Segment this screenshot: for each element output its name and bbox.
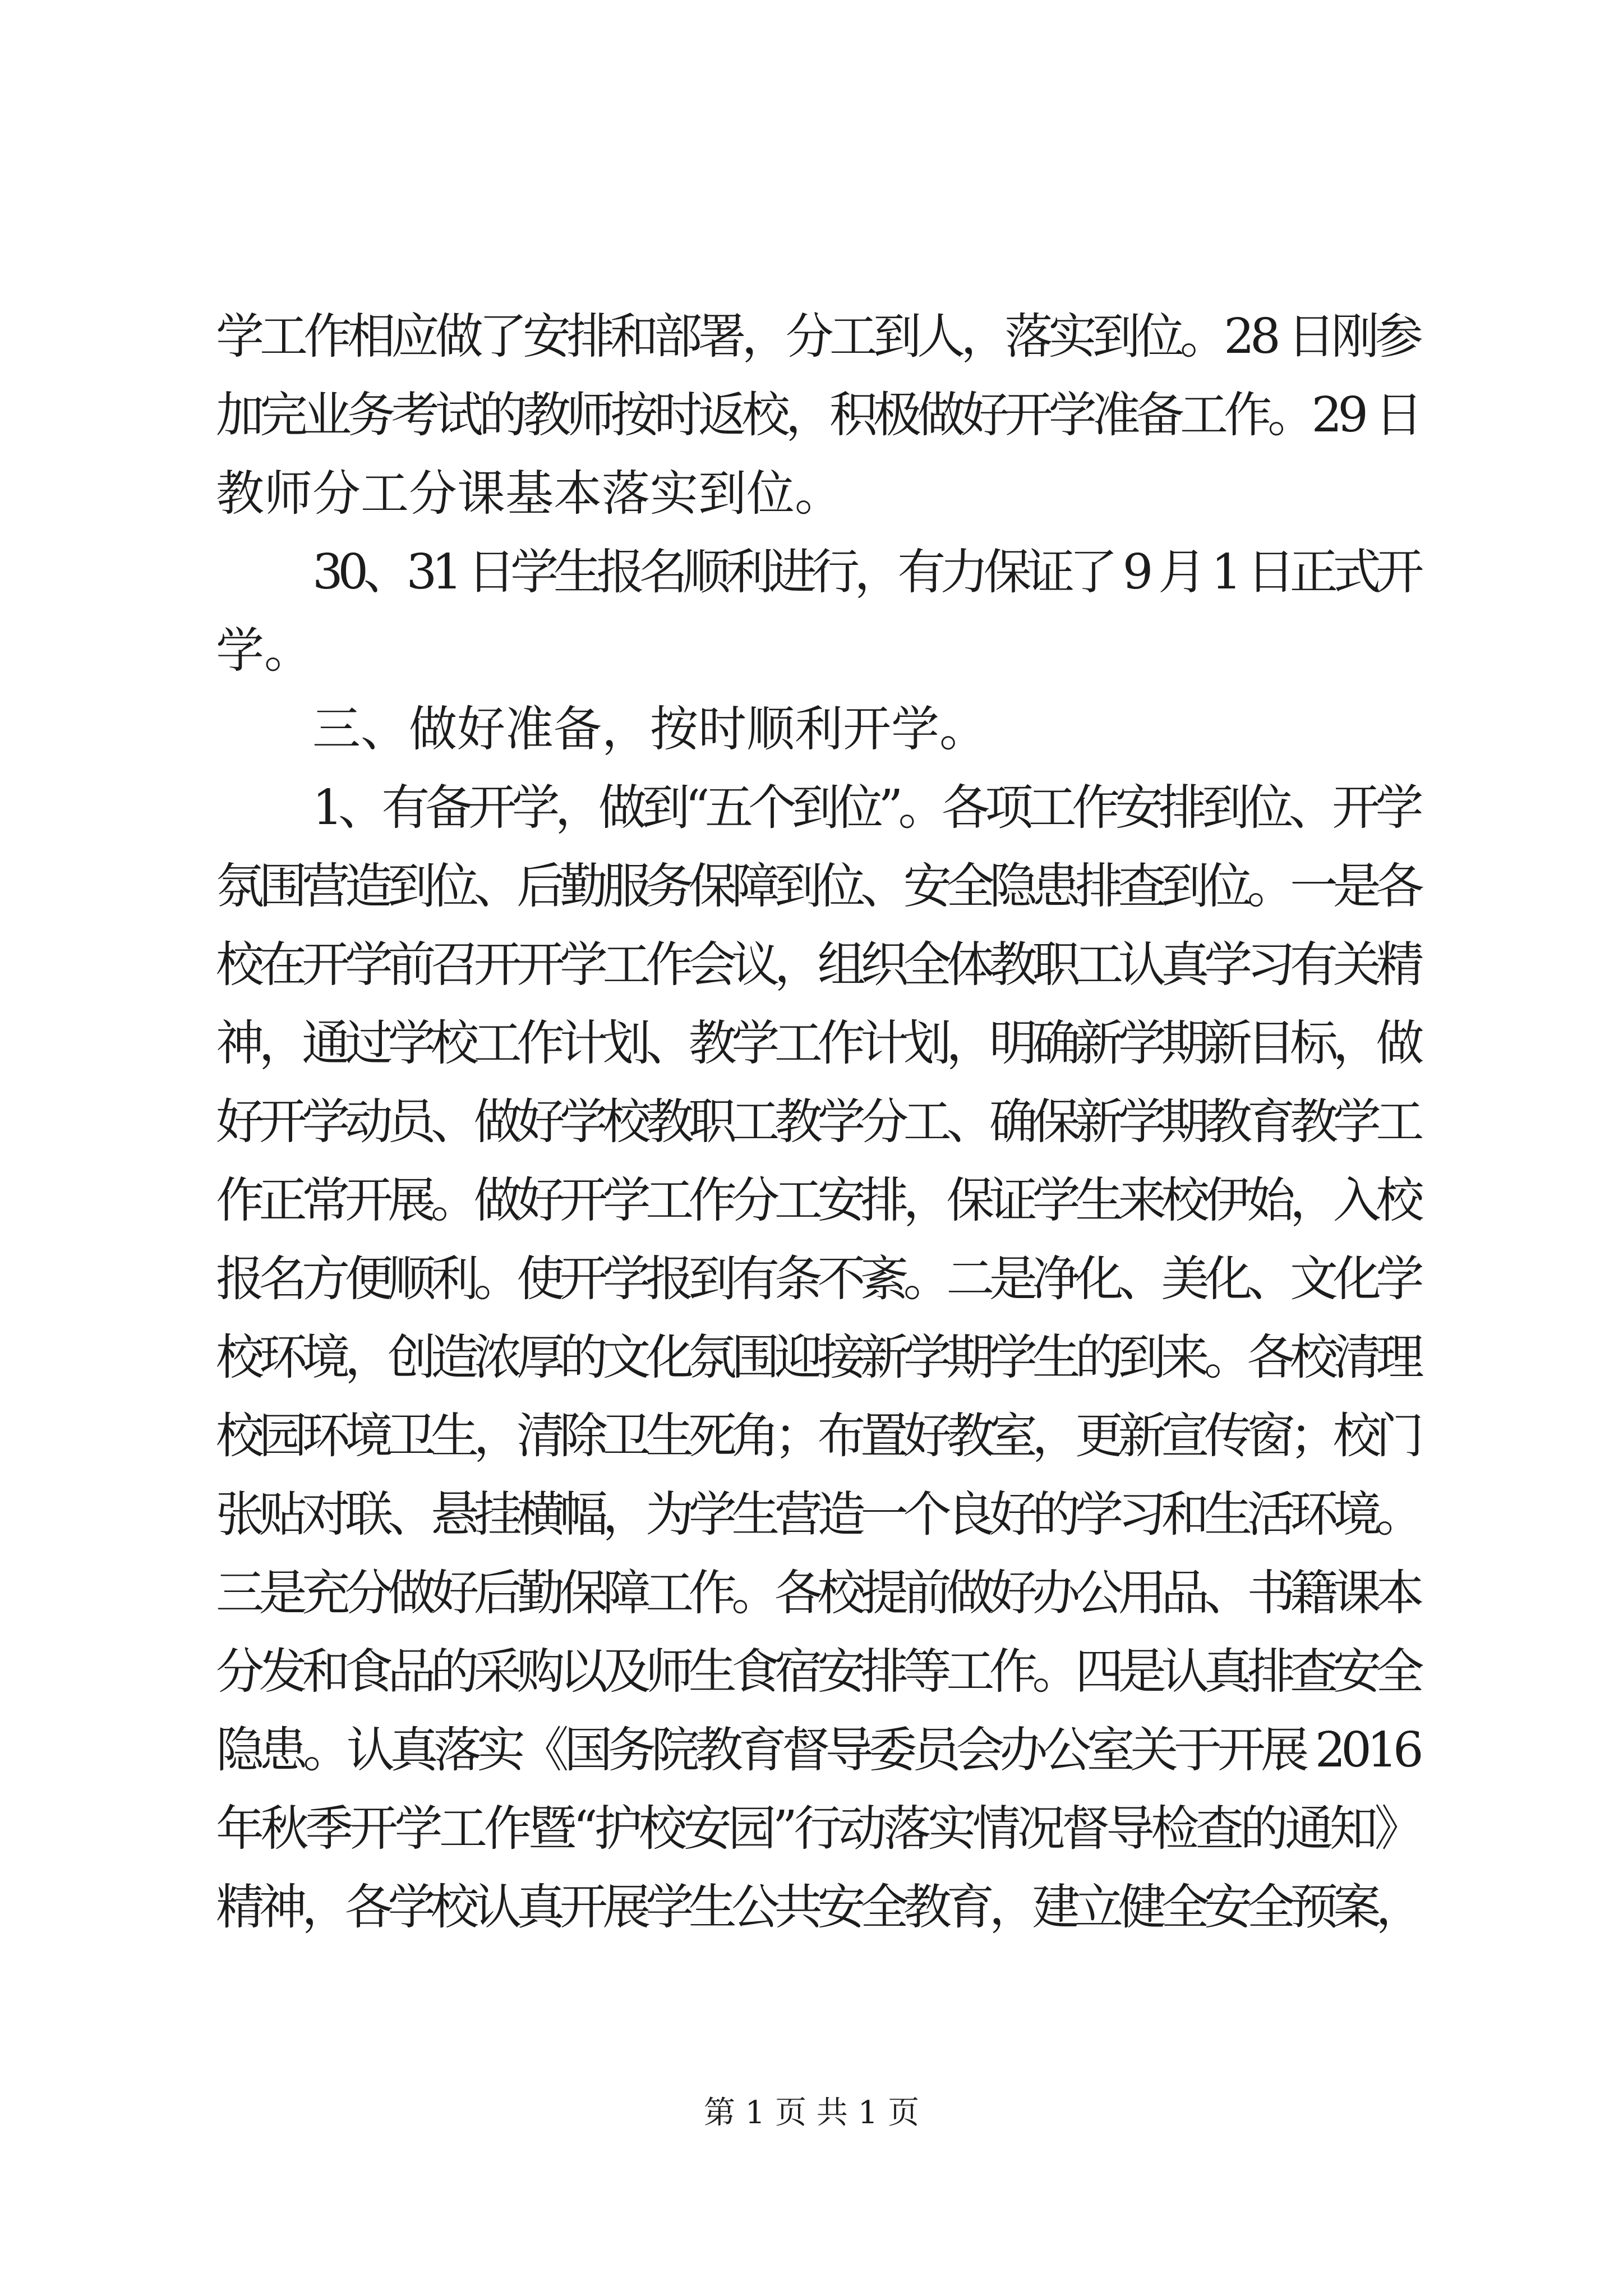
text-line: 隐患。认真落实《国务院教育督导委员会办公室关于开展 2016 (216, 1722, 1419, 1778)
page-footer: 第 1 页 共 1 页 (703, 2095, 920, 2131)
text-line: 精神，各学校认真开展学生公共安全教育，建立健全安全预案， (216, 1879, 1419, 1935)
text-line: 作正常开展。做好开学工作分工安排，保证学生来校伊始，入校 (216, 1172, 1419, 1228)
text-line: 报名方便顺利。使开学报到有条不紊。二是净化、美化、文化学 (216, 1251, 1419, 1307)
text-line: 三是充分做好后勤保障工作。各校提前做好办公用品、书籍课本 (216, 1565, 1419, 1621)
text-line: 张贴对联、悬挂横幅，为学生营造一个良好的学习和生活环境。 (216, 1487, 1419, 1543)
text-line: 分发和食品的采购以及师生食宿安排等工作。四是认真排查安全 (216, 1644, 1419, 1700)
text-line: 氛围营造到位、后勤服务保障到位、安全隐患排查到位。一是各 (216, 858, 1419, 914)
text-line: 学工作相应做了安排和部署，分工到人，落实到位。28 日刚参 (216, 309, 1419, 365)
text-line: 年秋季开学工作暨“护校安园”行动落实情况督导检查的通知》 (216, 1801, 1419, 1857)
text-line: 神，通过学校工作计划、教学工作计划，明确新学期新目标，做 (216, 1015, 1419, 1071)
text-line: 30、31 日学生报名顺利进行，有力保证了 9 月 1 日正式开 (312, 544, 1419, 600)
text-line: 校园环境卫生，清除卫生死角；布置好教室，更新宣传窗；校门 (216, 1408, 1419, 1464)
text-line: 加完业务考试的教师按时返校，积极做好开学准备工作。29 日 (216, 387, 1419, 443)
text-line: 好开学动员、做好学校教职工教学分工、确保新学期教育教学工 (216, 1094, 1419, 1150)
text-line: 校在开学前召开开学工作会议，组织全体教职工认真学习有关精 (216, 937, 1419, 993)
text-line: 学。 (216, 623, 312, 679)
text-line: 1、有备开学，做到“五个到位”。各项工作安排到位、开学 (312, 780, 1419, 836)
text-line: 校环境，创造浓厚的文化氛围迎接新学期学生的到来。各校清理 (216, 1329, 1419, 1386)
document-body (216, 297, 1419, 1947)
text-line: 教师分工分课基本落实到位。 (216, 466, 843, 522)
text-line: 三、做好准备，按时顺利开学。 (312, 701, 988, 757)
